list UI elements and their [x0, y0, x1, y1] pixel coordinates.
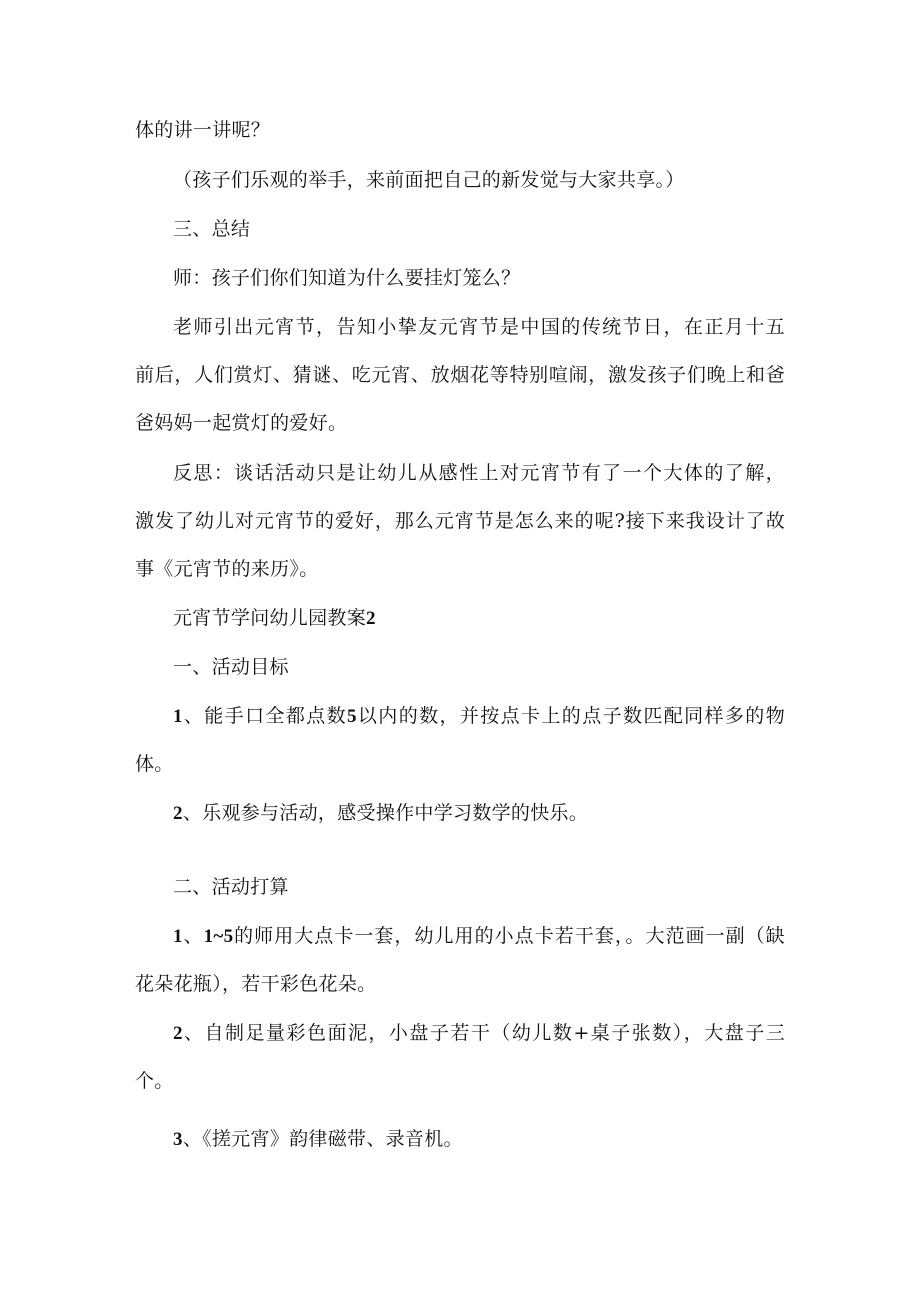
- list-item: [173, 1127, 463, 1152]
- list-item: [173, 1021, 785, 1046]
- inline-number: 5: [347, 706, 357, 727]
- list-number: 1: [173, 706, 183, 727]
- section-heading: 三、总结: [173, 218, 251, 240]
- text-line: 前后，人们赏灯、猜谜、吃元宵、放烟花等特别喧闹，激发孩子们晚上和爸: [135, 364, 785, 386]
- text-line: 爸妈妈一起赏灯的爱好。: [135, 412, 348, 434]
- text-line: 师：孩子们你们知道为什么要挂灯笼么？: [173, 267, 521, 289]
- list-text: 以内的数，并按点卡上的点子数匹配同样多的物: [356, 705, 785, 727]
- list-text: 、乐观参与活动，感受操作中学习数学的快乐。: [182, 802, 589, 824]
- inline-number: 1~5: [203, 926, 234, 947]
- text-line: 老师引出元宵节，告知小挚友元宵节是中国的传统节日，在正月十五: [173, 316, 785, 338]
- list-number: 2: [173, 803, 183, 824]
- text-line: 个。: [135, 1070, 174, 1092]
- list-item: [173, 704, 785, 729]
- list-item: [173, 801, 588, 826]
- text-line: 激发了幼儿对元宵节的爱好，那么元宵节是怎么来的呢?接下来我设计了故: [135, 510, 785, 532]
- list-number: 2: [173, 1023, 183, 1044]
- list-text: 、能手口全都点数: [182, 705, 348, 727]
- list-number: 1: [173, 926, 183, 947]
- list-item: [173, 924, 785, 949]
- title-text: 元宵节学问幼儿园教案: [173, 607, 367, 629]
- text-line: 反思：谈话活动只是让幼儿从感性上对元宵节有了一个大体的了解，: [173, 462, 785, 484]
- text-line: 事《元宵节的来历》。: [135, 558, 319, 580]
- text-line: （孩子们乐观的举手，来前面把自己的新发觉与大家共享。）: [173, 169, 685, 191]
- section-heading: 二、活动打算: [173, 876, 289, 898]
- text-line: 花朵花瓶），若干彩色花朵。: [135, 973, 377, 995]
- title-number: 2: [366, 608, 376, 629]
- text-line: 体的讲一讲呢？: [135, 119, 271, 141]
- list-text: 、自制足量彩色面泥，小盘子若干（幼儿数+桌子张数），大盘子三: [182, 1022, 785, 1044]
- list-number: 3: [173, 1129, 183, 1150]
- section-heading: 一、活动目标: [173, 656, 289, 678]
- document-title: [173, 606, 376, 631]
- list-text: 、《搓元宵》韵律磁带、录音机。: [182, 1128, 463, 1150]
- text-line: 体。: [135, 753, 174, 775]
- list-text: 的师用大点卡一套，幼儿用的小点卡若干套，。大范画一副（缺: [233, 925, 785, 947]
- list-text: 、: [182, 925, 204, 947]
